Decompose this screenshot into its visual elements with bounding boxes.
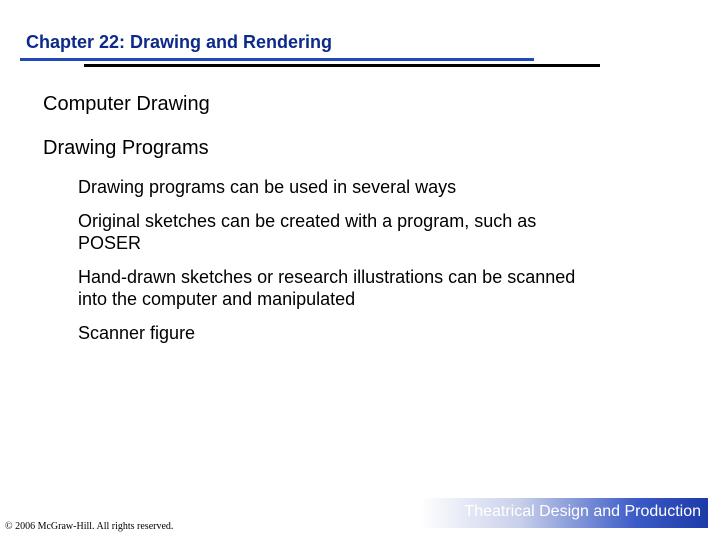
heading-computer-drawing: Computer Drawing xyxy=(43,93,210,115)
bullet-item: Hand-drawn sketches or research illustrations can be scanned into the computer and manipulated xyxy=(78,267,576,309)
header-blue-rule xyxy=(20,58,534,61)
chapter-title: Chapter 22: Drawing and Rendering xyxy=(26,32,333,52)
bullet-item: Original sketches can be created with a program, such as POSER xyxy=(78,211,537,253)
heading-drawing-programs: Drawing Programs xyxy=(43,137,209,159)
bullet-list xyxy=(78,176,578,356)
header-black-rule xyxy=(84,64,600,67)
bullet-item: Scanner figure xyxy=(78,323,196,343)
copyright-notice: © 2006 McGraw-Hill. All rights reserved. xyxy=(5,521,174,532)
footer-book-title: Theatrical Design and Production xyxy=(464,503,701,520)
bullet-item: Drawing programs can be used in several ways xyxy=(78,177,457,197)
